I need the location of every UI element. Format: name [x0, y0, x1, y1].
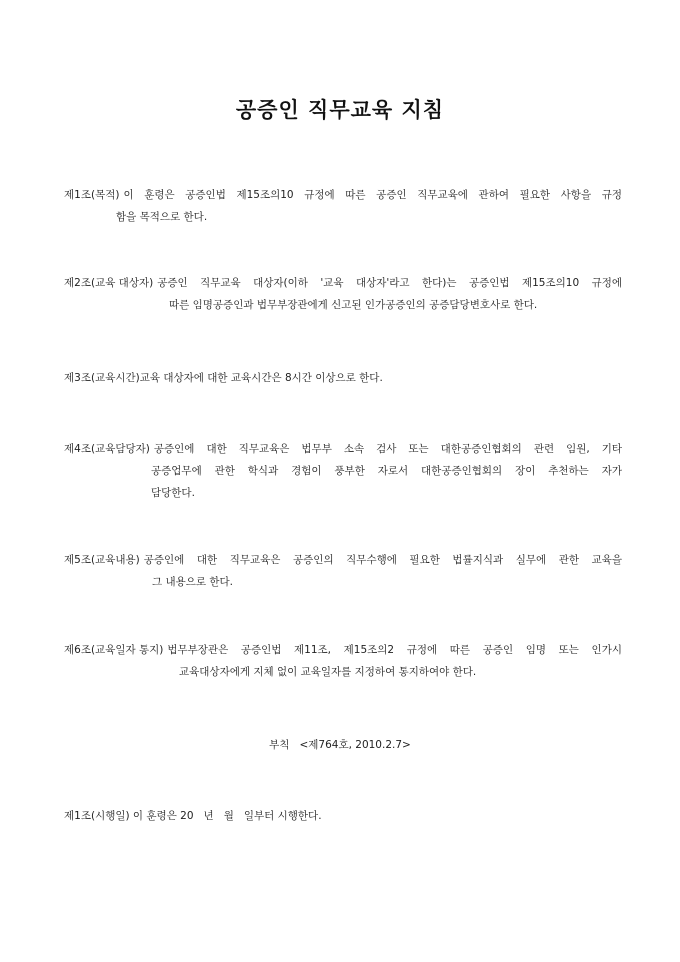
article-5: [64, 549, 622, 593]
article-text-continued: 공증업무에 관한 학식과 경험이 풍부한 자로서 대한공증인협회의 장이 추천하는 자가: [151, 465, 622, 477]
article-text: 법무부장관은 공증인법 제11조, 제15조의2 규정에 따른 공증인 임명 또는 인가시: [167, 644, 622, 656]
article-text-continued: 따른 임명공증인과 법무부장관에게 신고된 인가공증인의 공증담당변호사로 한다.: [169, 299, 538, 311]
document-title: 공증인 직무교육 지침: [235, 98, 445, 122]
article-text-continued: 함을 목적으로 한다.: [116, 211, 208, 223]
article-2: [64, 272, 622, 316]
article-6: [64, 639, 622, 683]
article-text: 공증인에 대한 직무교육은 공증인의 직무수행에 필요한 법률지식과 실무에 관한 교육을: [143, 554, 622, 566]
supplementary-article-1: [64, 805, 622, 827]
article-text: 공증인에 대한 직무교육은 법무부 소속 검사 또는 대한공증인협회의 관련 임원, 기타: [153, 443, 622, 455]
supplementary-heading: 부칙 <제764호, 2010.2.7>: [269, 739, 411, 751]
article-first-line: [64, 549, 622, 571]
article-text: 교육 대상자에 대한 교육시간은 8시간 이상으로 한다.: [139, 372, 383, 384]
supplementary-article-text: 제1조(시행일) 이 훈령은 20 년 월 일부터 시행한다.: [64, 810, 322, 822]
article-first-line: [64, 184, 622, 206]
article-text: 이 훈령은 공증인법 제15조의10 규정에 따른 공증인 직무교육에 관하여 필요한 사항을 규정: [123, 189, 622, 201]
article-first-line: [64, 438, 622, 460]
article-heading: 제1조(목적): [64, 189, 120, 201]
article-heading: 제6조(교육일자 통지): [64, 644, 164, 656]
article-first-line: [64, 272, 622, 294]
article-1: [64, 184, 622, 228]
article-heading: 제4조(교육담당자): [64, 443, 150, 455]
article-heading: 제5조(교육내용): [64, 554, 140, 566]
article-first-line: [64, 367, 622, 389]
article-3: [64, 367, 622, 389]
article-text: 공증인 직무교육 대상자(이하 '교육 대상자'라고 한다)는 공증인법 제15조의10 규정에: [157, 277, 622, 289]
article-heading: 제2조(교육 대상자): [64, 277, 154, 289]
article-heading: 제3조(교육시간): [64, 372, 140, 384]
article-text-continued: 그 내용으로 한다.: [152, 576, 234, 588]
article-4: [64, 438, 622, 504]
article-text-continued: 교육대상자에게 지체 없이 교육일자를 지정하여 통지하여야 한다.: [179, 666, 477, 678]
article-first-line: [64, 639, 622, 661]
article-text-continued: 담당한다.: [151, 487, 195, 499]
